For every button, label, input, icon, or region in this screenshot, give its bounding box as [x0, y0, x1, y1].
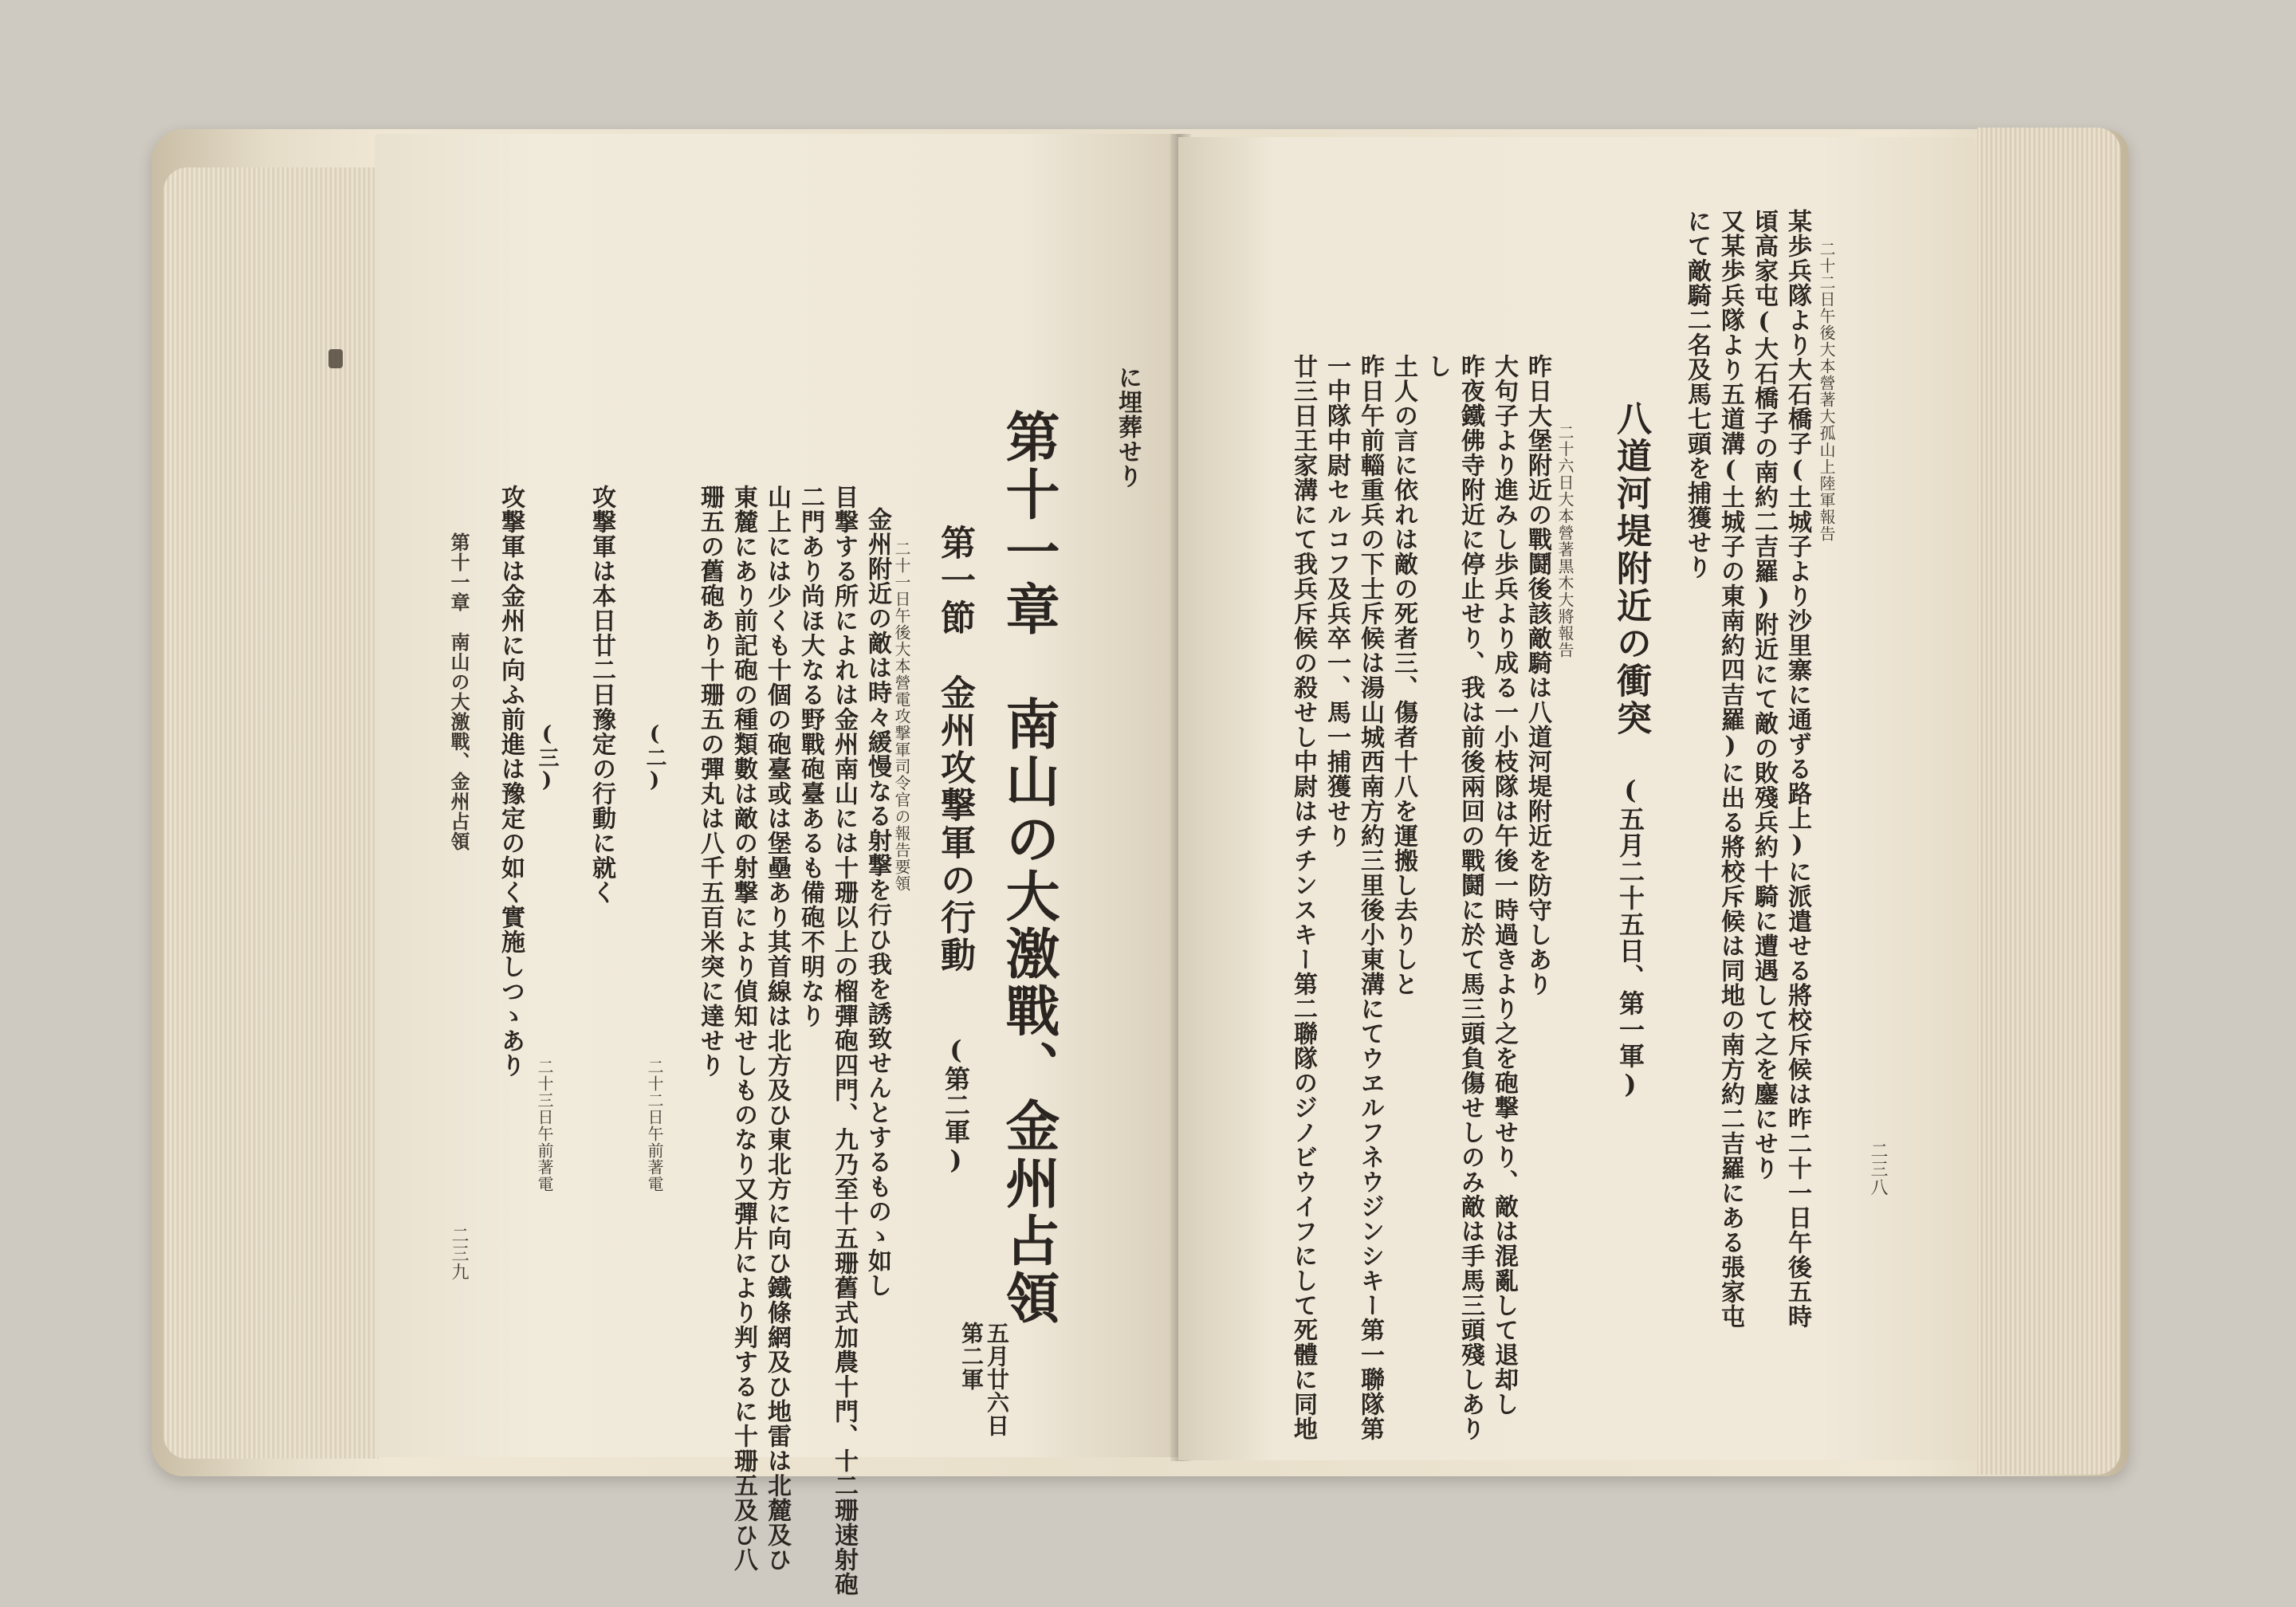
right-page-edges [1977, 128, 2121, 1475]
report-line: 昨夜鐵佛寺附近に停止せり、我は前後兩回の戰鬪に於て馬三頭負傷せしのみ敵は手馬三頭殘しあり [1457, 354, 1484, 1441]
report-line: 廿三日王家溝にて我兵斥候の殺せし中尉はチチンスキー第二聯隊のジノビウイフにして死體に同地 [1289, 354, 1317, 1441]
page-number: 二三八 [1868, 1141, 1888, 1196]
section-title: 第一節 金州攻撃軍の行動 [934, 525, 975, 974]
section-army: (第二軍) [941, 1035, 971, 1176]
report-line: 一中隊中尉セルコフ及兵卒一、馬一捕獲せり [1323, 354, 1350, 848]
left-page-edges [163, 167, 379, 1459]
report-line: にて敵騎二名及馬七頭を捕獲せり [1683, 209, 1711, 580]
report-line: 又某歩兵隊より五道溝(土城子の東南約四吉羅)に出る將校斥候は同地の南方約二吉羅にある張家屯 [1716, 209, 1744, 1329]
report-line: 山上には少くも十個の砲臺或は堡壘あり其首線は北方及ひ東北方に向ひ鐵條網及ひ地雷は北麓及ひ [763, 485, 791, 1572]
report-heading: 二十二日午後大本營著大孤山上陸軍報告 [1817, 241, 1836, 542]
section-title: 八道河堤附近の衝突 [1610, 400, 1651, 737]
report-line: 土人の言に依れは敵の死者三、傷者十八を運搬し去りしと [1390, 354, 1417, 996]
part-3-dateline: 二十三日午前著電 [535, 1059, 554, 1192]
chapter-army: 第二軍 [958, 1322, 985, 1391]
carry-over-line: に埋葬せり [1114, 365, 1142, 489]
left-page [375, 134, 1180, 1597]
report-line: 珊五の舊砲あり十珊五の彈丸は八千五百米突に達せり [696, 485, 724, 1078]
part-2-dateline: 二十二日午前著電 [645, 1059, 664, 1192]
report-line: 昨日午前輜重兵の下士斥候は湯山城西南方約三里後小東溝にてウヱルフネウジンシキー第一聯隊第 [1356, 354, 1384, 1441]
part-3-number: (三) [535, 722, 559, 793]
part-3-line: 攻撃軍は金州に向ふ前進は豫定の如く實施しつゝあり [497, 485, 525, 1078]
report-line: し [1423, 354, 1451, 379]
report-line: 昨日大堡附近の戰鬪後該敵騎は八道河堤附近を防守しあり [1523, 354, 1551, 996]
running-head: 第十一章 南山の大激戰、金州占領 [447, 532, 470, 851]
report-line: 金州附近の敵は時々緩慢なる射撃を行ひ我を誘致せんとするものゝ如し [863, 507, 891, 1298]
report-line: 東麓にあり前記砲の種類數は敵の射撃により偵知せしものなり又彈片により判するに十珊五及ひ八 [729, 485, 757, 1572]
report-line: 某歩兵隊より大石橋子(土城子より沙里寨に通ずる路上)に派遣せる將校斥候は昨二十一日午後五時 [1783, 209, 1811, 1329]
report-line: 二門あり尚ほ大なる野戰砲臺あるも備砲不明なり [796, 485, 824, 1028]
binding-mark [328, 349, 343, 368]
part-2-number: (二) [643, 722, 666, 793]
chapter-title: 第十一章 南山の大激戰、金州占領 [997, 409, 1060, 1327]
chapter-date: 五月廿六日 [984, 1322, 1010, 1437]
section-date: (五月二十五日、第一軍) [1615, 775, 1645, 1100]
report-line: 目撃する所によれは金州南山には十珊以上の榴彈砲四門、九乃至十五珊舊式加農十門、十二珊速射砲 [830, 485, 858, 1597]
right-page [1178, 137, 1976, 1460]
report-line: 大句子より進みし歩兵より成る一小枝隊は午後一時過きより之を砲撃せり、敵は混亂して退却し [1490, 354, 1518, 1416]
part-2-line: 攻撃軍は本日廿二日豫定の行動に就く [588, 485, 615, 905]
report-heading: 二十六日大本營著黒木大將報告 [1555, 424, 1575, 658]
report-line: 頃高家屯(大石橋子の南約二吉羅)附近にて敵の敗殘兵約十騎に遭遇して之を鏖にせり [1750, 209, 1778, 1181]
report-heading: 二十一日午後大本營電攻撃軍司令官の報告要領 [892, 540, 911, 892]
page-number: 二三九 [449, 1226, 469, 1281]
